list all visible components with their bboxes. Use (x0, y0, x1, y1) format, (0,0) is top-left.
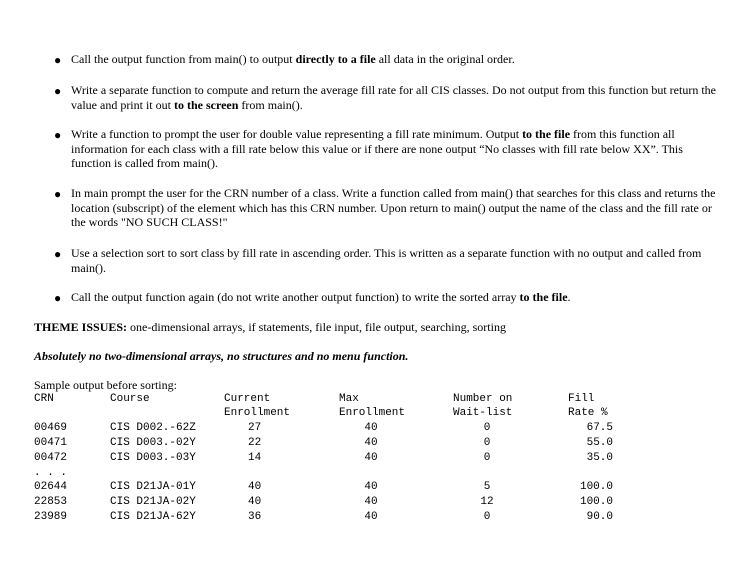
instruction-item (54, 246, 721, 275)
cell-course: CIS D002.-62Z (110, 422, 196, 434)
cell-wait-list: 0 (483, 452, 491, 464)
cell-crn: 23989 (34, 511, 68, 523)
cell-current-enrollment: 40 (248, 481, 262, 493)
instruction-item (54, 290, 721, 305)
instruction-item (54, 83, 721, 112)
instruction-item (54, 52, 721, 67)
sample-output-title: Sample output before sorting: (34, 378, 177, 392)
instruction-emphasis: to the screen (173, 97, 239, 112)
column-header: Number on (453, 393, 513, 405)
instruction-text: Write a separate function to compute and return the average fill rate for all CIS classes. Do not output from this function but return the value and print it out (71, 83, 716, 112)
column-header: Rate % (568, 407, 608, 419)
cell-crn: 00471 (34, 437, 68, 449)
instruction-text: . (567, 290, 571, 304)
instruction-item (54, 186, 721, 230)
cell-max-enrollment: 40 (364, 481, 378, 493)
instruction-text: Call the output function from main() to output (71, 52, 296, 66)
cell-wait-list: 0 (483, 437, 491, 449)
instruction-text: Use a selection sort to sort class by fill rate in ascending order. This is written as a separate function with no output and called from main(). (71, 246, 702, 275)
cell-max-enrollment: 40 (364, 437, 378, 449)
bullet-icon: ● (54, 84, 62, 98)
cell-wait-list: 12 (480, 496, 494, 508)
cell-wait-list: 0 (483, 511, 491, 523)
cell-course: CIS D21JA-62Y (110, 511, 196, 523)
instruction-emphasis: to the file (519, 290, 568, 304)
instruction-item (54, 127, 721, 171)
cell-wait-list: 0 (483, 422, 491, 434)
column-header: Current (224, 393, 271, 405)
cell-fill-rate: 90.0 (586, 511, 613, 523)
column-header: Wait-list (453, 407, 513, 419)
theme-issues (34, 320, 506, 334)
bullet-icon: ● (54, 128, 62, 142)
cell-current-enrollment: 22 (248, 437, 262, 449)
column-header: Max (339, 393, 359, 405)
column-header: Enrollment (339, 407, 406, 419)
column-header: CRN (34, 393, 54, 405)
cell-fill-rate: 100.0 (579, 496, 613, 508)
cell-current-enrollment: 40 (248, 496, 262, 508)
cell-current-enrollment: 14 (248, 452, 262, 464)
instruction-text: In main prompt the user for the CRN number of a class. Write a function called from main() that searches for this class and returns the location (subscript) of the element which has this CRN number. Upon return to main() output the name of the class and the fill rate or the words "NO SUCH CLASS!" (71, 186, 716, 229)
cell-max-enrollment: 40 (364, 511, 378, 523)
column-header: Fill (568, 393, 595, 405)
instruction-text: from main(). (238, 97, 303, 112)
cell-fill-rate: 35.0 (586, 452, 613, 464)
instruction-text: Call the output function again (do not write another output function) to write the sorted array (71, 290, 520, 304)
instruction-text: all data in the original order. (375, 52, 515, 66)
cell-course: CIS D003.-02Y (110, 437, 196, 449)
cell-crn: 22853 (34, 496, 68, 508)
instruction-emphasis: to the file (522, 127, 571, 141)
cell-current-enrollment: 36 (248, 511, 262, 523)
cell-crn: 00469 (34, 422, 68, 434)
bullet-icon: ● (54, 53, 62, 67)
cell-course: CIS D21JA-01Y (110, 481, 196, 493)
cell-crn: 02644 (34, 481, 68, 493)
cell-wait-list: 5 (483, 481, 491, 493)
column-header: Course (110, 393, 150, 405)
cell-course: CIS D21JA-02Y (110, 496, 196, 508)
cell-max-enrollment: 40 (364, 422, 378, 434)
cell-fill-rate: 55.0 (586, 437, 613, 449)
cell-crn: 00472 (34, 452, 68, 464)
theme-text: one-dimensional arrays, if statements, file input, file output, searching, sorting (127, 320, 506, 334)
bullet-icon: ● (54, 291, 62, 305)
restriction-note: Absolutely no two-dimensional arrays, no structures and no menu function. (34, 349, 409, 363)
table-ellipsis: . . . (34, 467, 68, 479)
cell-course: CIS D003.-03Y (110, 452, 196, 464)
column-header: Enrollment (224, 407, 291, 419)
bullet-icon: ● (54, 187, 62, 201)
cell-max-enrollment: 40 (364, 496, 378, 508)
cell-fill-rate: 100.0 (579, 481, 613, 493)
cell-fill-rate: 67.5 (586, 422, 613, 434)
cell-current-enrollment: 27 (248, 422, 262, 434)
instruction-text: from this function all information for each class with a fill rate below this value or if there are none output “No classes with fill rate below XX”. This function is called from main(). (71, 127, 683, 170)
cell-max-enrollment: 40 (364, 452, 378, 464)
instruction-text: Write a function to prompt the user for double value representing a fill rate minimum. Output (71, 127, 523, 141)
bullet-icon: ● (54, 247, 62, 261)
instruction-emphasis: directly to a file (295, 52, 376, 66)
theme-label: THEME ISSUES: (34, 320, 128, 334)
